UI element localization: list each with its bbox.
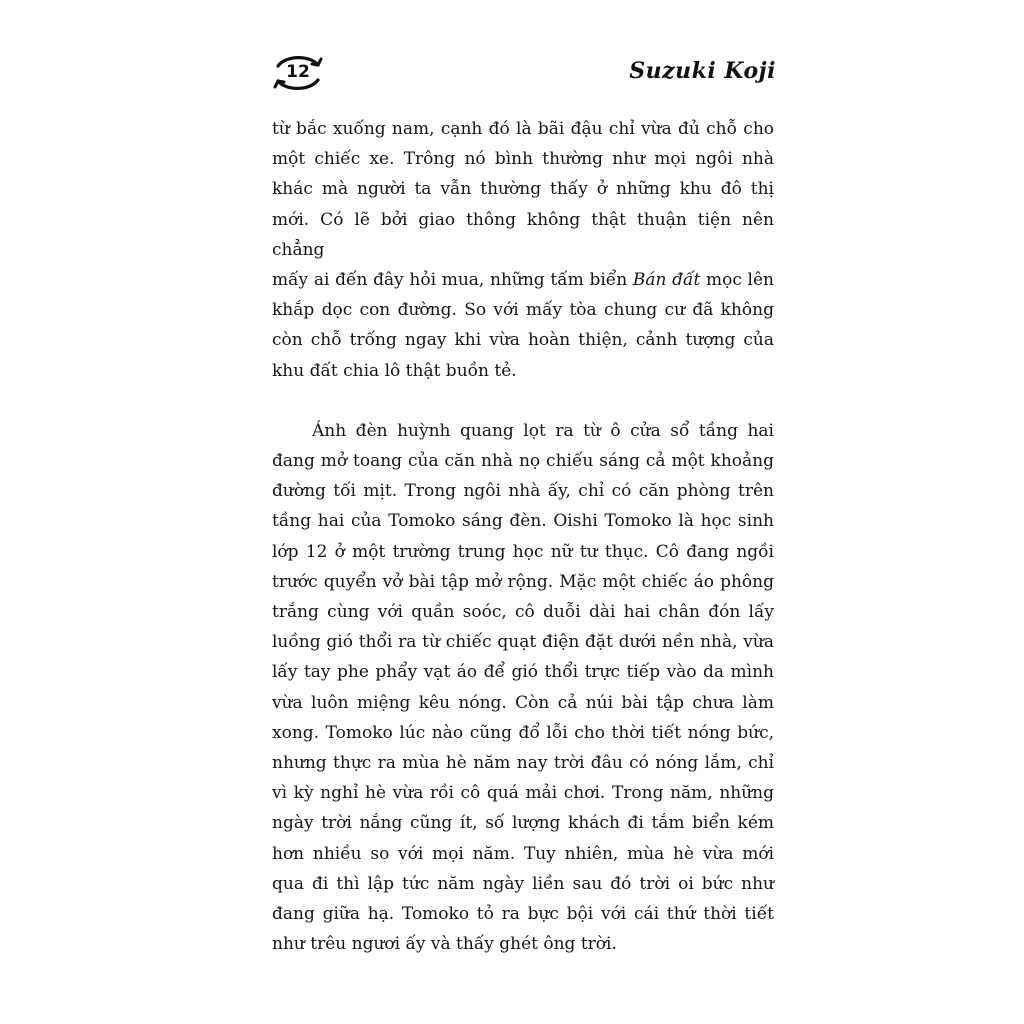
text-line: hơn nhiều so với mọi năm. Tuy nhiên, mùa hè vừa mới (272, 843, 774, 864)
page-number: 12 (286, 62, 310, 82)
paragraph-2 (272, 416, 774, 960)
text-line: ngày trời nắng cũng ít, số lượng khách đi tắm biển kém (272, 813, 774, 834)
text-line: vừa luôn miệng kêu nóng. Còn cả núi bài tập chưa làm (272, 692, 774, 713)
text-line: luồng gió thổi ra từ chiếc quạt điện đặt dưới nền nhà, vừa (272, 632, 774, 653)
italic-sign-text: Bán đất (632, 270, 701, 291)
text-line: tầng hai của Tomoko sáng đèn. Oishi Tomoko là học sinh (272, 511, 774, 532)
running-head-author: Suzuki Koji (629, 58, 776, 84)
text-line: mới. Có lẽ bởi giao thông không thật thuận tiện nên chẳng (272, 209, 774, 260)
text-line: khu đất chia lô thật buồn tẻ. (272, 360, 517, 381)
text-line: qua đi thì lập tức năm ngày liền sau đó trời oi bức như (272, 873, 774, 894)
page-number-badge (272, 52, 324, 94)
text-segment: mọc lên (700, 270, 774, 291)
body-text (272, 114, 774, 959)
paragraph-1 (272, 114, 774, 386)
text-segment: mấy ai đến đây hỏi mua, những tấm biển (272, 270, 633, 291)
text-line: như trêu ngươi ấy và thấy ghét ông trời. (272, 934, 617, 955)
text-line: khắp dọc con đường. So với mấy tòa chung cư đã không (272, 300, 774, 321)
text-line: đang mở toang của căn nhà nọ chiếu sáng cả một khoảng (272, 451, 774, 472)
text-line: xong. Tomoko lúc nào cũng đổ lỗi cho thời tiết nóng bức, (272, 722, 774, 743)
text-line: còn chỗ trống ngay khi vừa hoàn thiện, cảnh tượng của (272, 330, 774, 351)
page-header (272, 52, 776, 98)
text-line: từ bắc xuống nam, cạnh đó là bãi đậu chỉ vừa đủ chỗ cho (272, 119, 774, 139)
text-line: vì kỳ nghỉ hè vừa rồi cô quá mải chơi. Trong năm, những (272, 783, 774, 804)
text-line: nhưng thực ra mùa hè năm nay trời đâu có nóng lắm, chỉ (272, 753, 774, 774)
text-line (272, 265, 774, 295)
text-line: trước quyển vở bài tập mở rộng. Mặc một chiếc áo phông (272, 571, 774, 592)
text-line: khác mà người ta vẫn thường thấy ở những khu đô thị (272, 179, 774, 200)
text-line: Ánh đèn huỳnh quang lọt ra từ ô cửa sổ tầng hai (312, 420, 774, 441)
text-line: một chiếc xe. Trông nó bình thường như mọi ngôi nhà (272, 149, 774, 170)
text-line: lớp 12 ở một trường trung học nữ tư thục. Cô đang ngồi (272, 541, 774, 562)
text-line: đang giữa hạ. Tomoko tỏ ra bực bội với cái thứ thời tiết (272, 904, 774, 925)
text-line: lấy tay phe phẩy vạt áo để gió thổi trực tiếp vào da mình (272, 662, 774, 683)
text-line: trắng cùng với quần soóc, cô duỗi dài hai chân đón lấy (272, 602, 774, 623)
text-line: đường tối mịt. Trong ngôi nhà ấy, chỉ có căn phòng trên (272, 481, 774, 502)
